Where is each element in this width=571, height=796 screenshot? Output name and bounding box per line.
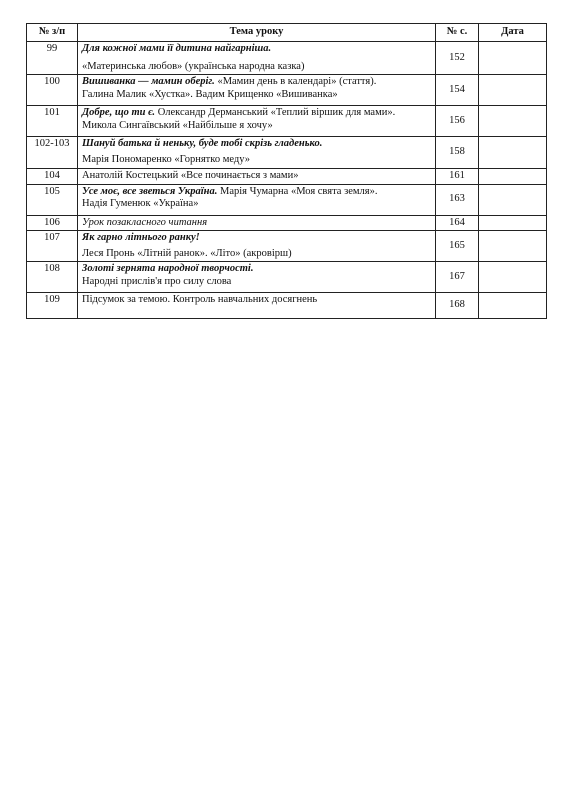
date-cell[interactable] (479, 184, 547, 215)
lesson-topic (78, 231, 436, 262)
table-row (27, 75, 547, 106)
date-cell[interactable] (479, 137, 547, 169)
lesson-works: Марія Чумарна «Моя свята земля». (217, 185, 378, 197)
lesson-title: Вишиванка — мамин оберіг. (82, 76, 215, 87)
table-row (27, 42, 547, 75)
table-header-row (27, 24, 547, 42)
page-number: 158 (436, 137, 479, 169)
table-row (27, 106, 547, 137)
date-cell[interactable] (479, 42, 547, 75)
lesson-works: Микола Сингаївський «Найбільше я хочу» (82, 119, 273, 131)
lesson-works: «Материнська любов» (українська народна казка) (82, 60, 305, 72)
lesson-number: 102-103 (27, 137, 78, 169)
date-cell[interactable] (479, 293, 547, 319)
page-number: 156 (436, 106, 479, 137)
lesson-table (26, 23, 547, 319)
page-number: 165 (436, 231, 479, 262)
lesson-topic (78, 262, 436, 293)
lesson-works: «Мамин день в календарі» (стаття). (214, 76, 377, 87)
header-num: № з/п (27, 24, 78, 42)
lesson-works: Надія Гуменюк «Україна» (82, 198, 199, 209)
lesson-number: 109 (27, 293, 78, 319)
lesson-works: Галина Малик «Хустка». Вадим Крищенко «Вишиванка» (82, 88, 338, 100)
lesson-title: Добре, що ти є. (82, 107, 156, 118)
lesson-number: 101 (27, 106, 78, 137)
lesson-topic (78, 137, 436, 169)
lesson-works: Леся Пронь «Літній ранок». «Літо» (акровірш) (82, 247, 292, 259)
page-number: 152 (436, 42, 479, 75)
date-cell[interactable] (479, 106, 547, 137)
table-row (27, 137, 547, 169)
lesson-topic (78, 169, 436, 185)
date-cell[interactable] (479, 231, 547, 262)
lesson-title: Усе моє, все зветься Україна. (82, 185, 218, 197)
table-row (27, 169, 547, 185)
lesson-title: Золоті зернята народної творчості. (82, 263, 254, 274)
date-cell[interactable] (479, 169, 547, 185)
lesson-title: Урок позакласного читання (82, 216, 208, 228)
lesson-title: Шануй батька й неньку, буде тобі скрізь гладенько. (82, 138, 323, 149)
date-cell[interactable] (479, 262, 547, 293)
lesson-title: Для кожної мами її дитина найгарніша. (82, 43, 272, 54)
lesson-topic (78, 184, 436, 215)
lesson-plan-sheet (26, 23, 546, 319)
lesson-number: 100 (27, 75, 78, 106)
page-number: 167 (436, 262, 479, 293)
table-row (27, 215, 547, 231)
lesson-works: Олександр Дерманський «Теплий віршик для мами». (155, 107, 396, 118)
lesson-title: Як гарно літнього ранку! (82, 232, 200, 243)
lesson-number: 107 (27, 231, 78, 262)
table-row (27, 184, 547, 215)
header-topic: Тема уроку (78, 24, 436, 42)
lesson-number: 106 (27, 215, 78, 231)
table-row (27, 293, 547, 319)
header-date: Дата (479, 24, 547, 42)
date-cell[interactable] (479, 75, 547, 106)
page-number: 161 (436, 169, 479, 185)
lesson-topic (78, 215, 436, 231)
lesson-topic (78, 75, 436, 106)
date-cell[interactable] (479, 215, 547, 231)
lesson-topic (78, 293, 436, 319)
lesson-number: 99 (27, 42, 78, 75)
page-number: 168 (436, 293, 479, 319)
table-row (27, 262, 547, 293)
lesson-topic (78, 106, 436, 137)
lesson-works: Підсумок за темою. Контроль навчальних досягнень (82, 294, 318, 305)
lesson-topic (78, 42, 436, 75)
lesson-works: Народні прислів'я про силу слова (82, 275, 232, 287)
lesson-works: Марія Пономаренко «Горнятко меду» (82, 153, 250, 165)
lesson-works: Анатолій Костецький «Все починається з мами» (82, 170, 299, 181)
lesson-number: 104 (27, 169, 78, 185)
lesson-number: 105 (27, 184, 78, 215)
page-number: 164 (436, 215, 479, 231)
lesson-number: 108 (27, 262, 78, 293)
table-row (27, 231, 547, 262)
page-number: 163 (436, 184, 479, 215)
header-page: № с. (436, 24, 479, 42)
page-number: 154 (436, 75, 479, 106)
